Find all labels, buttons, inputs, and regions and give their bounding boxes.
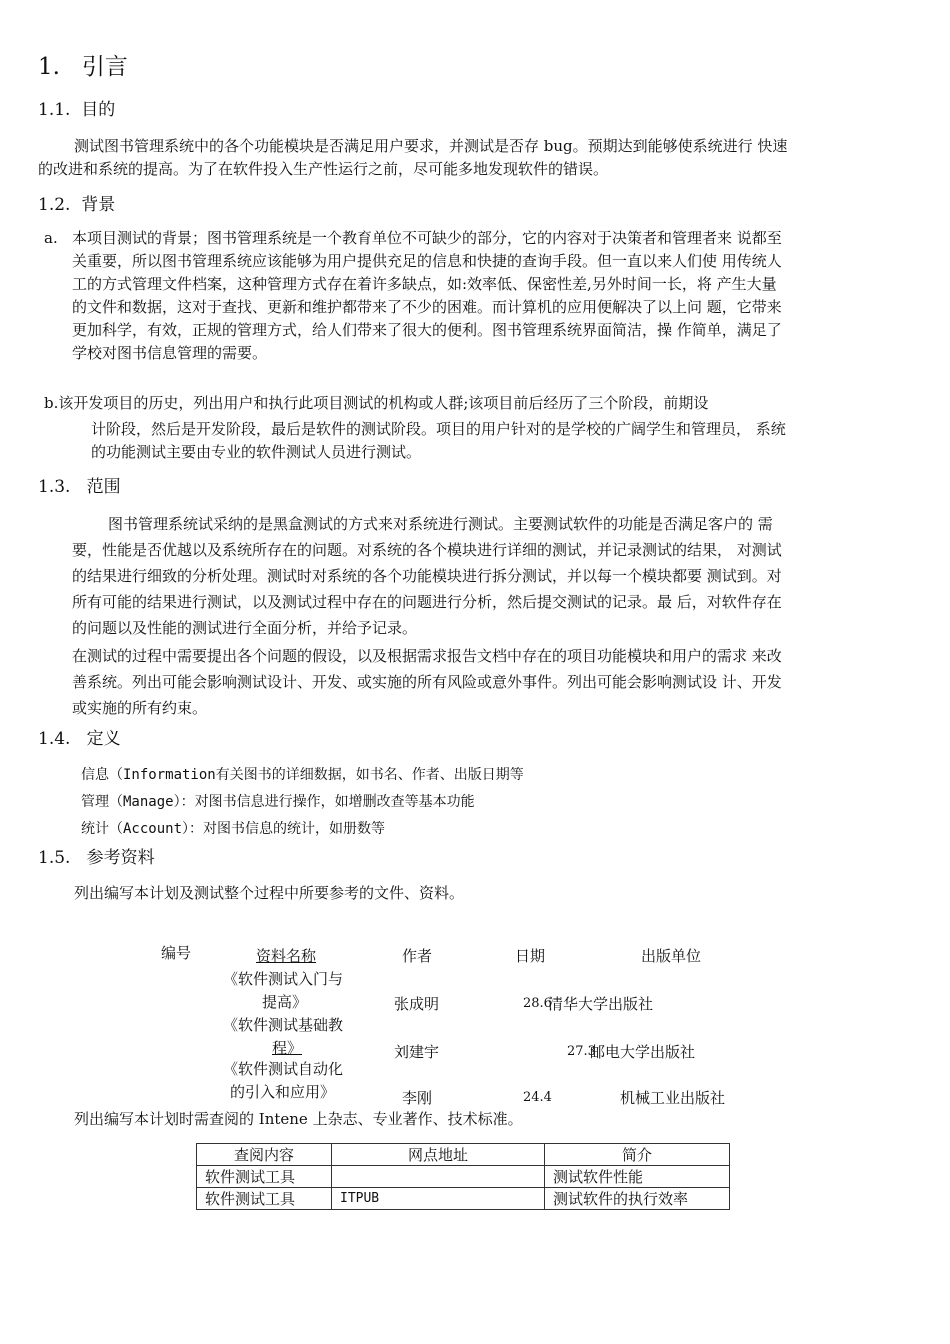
ref-1-author: 张成明 — [394, 995, 440, 1013]
list-marker-a: a. — [44, 229, 58, 247]
section-number: 1.4. — [38, 729, 71, 749]
section-1-heading — [38, 48, 128, 81]
definition-item: 统计（Account）：对图书信息的统计，如册数等 — [81, 821, 385, 837]
scope-paragraph-2 — [72, 643, 782, 721]
text-line: 或实施的所有约束。 — [72, 699, 208, 717]
ref-header-author: 作者 — [402, 947, 433, 965]
table-header-row — [197, 1144, 730, 1166]
section-1-3-heading — [38, 472, 121, 497]
table-cell: 测试软件的执行效率 — [545, 1188, 730, 1210]
section-number: 1.3. — [38, 477, 71, 497]
text-line: 在测试的过程中需要提出各个问题的假设，以及根据需求报告文档中存在的项目功能模块和用户的需求 来改 — [72, 647, 782, 665]
table-row — [197, 1166, 730, 1188]
section-1-5-heading — [38, 843, 155, 868]
section-title: 引言 — [81, 54, 128, 80]
table-row — [197, 1188, 730, 1210]
text-line: 善系统。列出可能会影响测试设计、开发、或实施的所有风险或意外事件。列出可能会影响测试设 计、开发 — [72, 673, 782, 691]
column-header: 查阅内容 — [197, 1144, 332, 1166]
ref-header-publisher: 出版单位 — [641, 947, 702, 965]
scope-paragraph-1 — [72, 511, 782, 641]
text-line: 本项目测试的背景；图书管理系统是一个教育单位不可缺少的部分，它的内容对于决策者和管理者来 说都至 — [72, 229, 782, 247]
table-cell: 软件测试工具 — [197, 1166, 332, 1188]
section-1-2-heading — [38, 190, 115, 215]
ref-3-name-line2: 的引入和应用》 — [230, 1083, 336, 1101]
text-line: 所有可能的结果进行测试，以及测试过程中存在的问题进行分析，然后提交测试的记录。最 后，对软件存在 — [72, 593, 782, 611]
section-number: 1.2. — [38, 195, 71, 215]
purpose-paragraph — [38, 135, 787, 181]
section-title: 定义 — [86, 729, 121, 749]
text-line: 测试图书管理系统中的各个功能模块是否满足用户要求，并测试是否存 bug。预期达到能够使系统进行 快速 — [74, 137, 788, 155]
ref-header-name: 资料名称 — [256, 947, 317, 965]
ref-2-name-line2: 程》 — [272, 1039, 303, 1057]
table-cell: 测试软件性能 — [545, 1166, 730, 1188]
ref-2-author: 刘建宇 — [394, 1043, 440, 1061]
background-item-b-first-line: b.该开发项目的历史，列出用户和执行此项目测试的机构或人群;该项目前后经历了三个阶段，前期设 — [44, 394, 709, 412]
column-header: 网点地址 — [332, 1144, 545, 1166]
section-title: 范围 — [86, 477, 121, 497]
section-title: 参考资料 — [86, 848, 155, 868]
text-line: 计阶段，然后是开发阶段，最后是软件的测试阶段。项目的用户针对的是学校的广阔学生和管理员， 系统 — [91, 420, 786, 438]
ref-2-date: 27.3 — [567, 1044, 596, 1059]
definition-item: 信息（Information有关图书的详细数据，如书名、作者、出版日期等 — [81, 767, 524, 783]
text-line: 关重要，所以图书管理系统应该能够为用户提供充足的信息和快捷的查询手段。但一直以来人们使 用传统人 — [72, 252, 782, 270]
section-title: 背景 — [81, 195, 116, 215]
section-1-1-heading — [38, 95, 115, 120]
ref-2-name-line1: 《软件测试基础教 — [223, 1016, 344, 1034]
references-intro: 列出编写本计划及测试整个过程中所要参考的文件、资料。 — [74, 884, 465, 902]
ref-1-publisher: 清华大学出版社 — [548, 995, 654, 1013]
ref-3-date: 24.4 — [523, 1090, 552, 1105]
text-line: 学校对图书信息管理的需要。 — [72, 344, 268, 362]
ref-1-name-line1: 《软件测试入门与 — [223, 970, 344, 988]
lookup-intro: 列出编写本计划时需查阅的 Intene 上杂志、专业著作、技术标准。 — [74, 1110, 523, 1128]
table-cell — [332, 1166, 545, 1188]
ref-1-date: 28.6 — [523, 996, 552, 1011]
background-item-b — [91, 418, 786, 464]
ref-3-author: 李刚 — [402, 1089, 433, 1107]
text-line: 的问题以及性能的测试进行全面分析，并给予记录。 — [72, 619, 418, 637]
text-line: 的功能测试主要由专业的软件测试人员进行测试。 — [91, 443, 422, 461]
text-line: 的结果进行细致的分析处理。测试时对系统的各个功能模块进行拆分测试，并以每一个模块都要 测试到。对 — [72, 567, 782, 585]
table-cell: ITPUB — [332, 1188, 545, 1210]
text-line: 更加科学，有效，正规的管理方式，给人们带来了很大的便利。图书管理系统界面简洁，操 作简单，满足了 — [72, 321, 782, 339]
section-1-4-heading — [38, 724, 121, 749]
column-header: 简介 — [545, 1144, 730, 1166]
section-number: 1.5. — [38, 848, 71, 868]
ref-header-date: 日期 — [515, 947, 546, 965]
lookup-table — [196, 1143, 730, 1210]
section-number: 1. — [38, 54, 60, 80]
section-title: 目的 — [81, 100, 116, 120]
text-line: 的文件和数据，这对于查找、更新和维护都带来了不少的困难。而计算机的应用便解决了以上问 题，它带来 — [72, 298, 782, 316]
ref-2-publisher: 邮电大学出版社 — [590, 1043, 696, 1061]
text-line: 工的方式管理文件档案，这种管理方式存在着许多缺点，如:效率低、保密性差,另外时间一长，将 产生大量 — [72, 275, 777, 293]
section-number: 1.1. — [38, 100, 71, 120]
definitions-list — [81, 762, 524, 843]
background-item-a — [72, 227, 782, 365]
ref-header-number: 编号 — [161, 944, 192, 962]
table-cell: 软件测试工具 — [197, 1188, 332, 1210]
definition-item: 管理（Manage）：对图书信息进行操作，如增删改查等基本功能 — [81, 794, 475, 810]
text-line: 图书管理系统试采纳的是黑盒测试的方式来对系统进行测试。主要测试软件的功能是否满足客户的 需 — [108, 515, 773, 533]
text-line: 要，性能是否优越以及系统所存在的问题。对系统的各个模块进行详细的测试，并记录测试的结果， 对测试 — [72, 541, 782, 559]
ref-3-publisher: 机械工业出版社 — [620, 1089, 726, 1107]
ref-3-name-line1: 《软件测试自动化 — [223, 1060, 344, 1078]
text-line: 的改进和系统的提高。为了在软件投入生产性运行之前，尽可能多地发现软件的错误。 — [38, 160, 609, 178]
ref-1-name-line2: 提高》 — [262, 993, 308, 1011]
